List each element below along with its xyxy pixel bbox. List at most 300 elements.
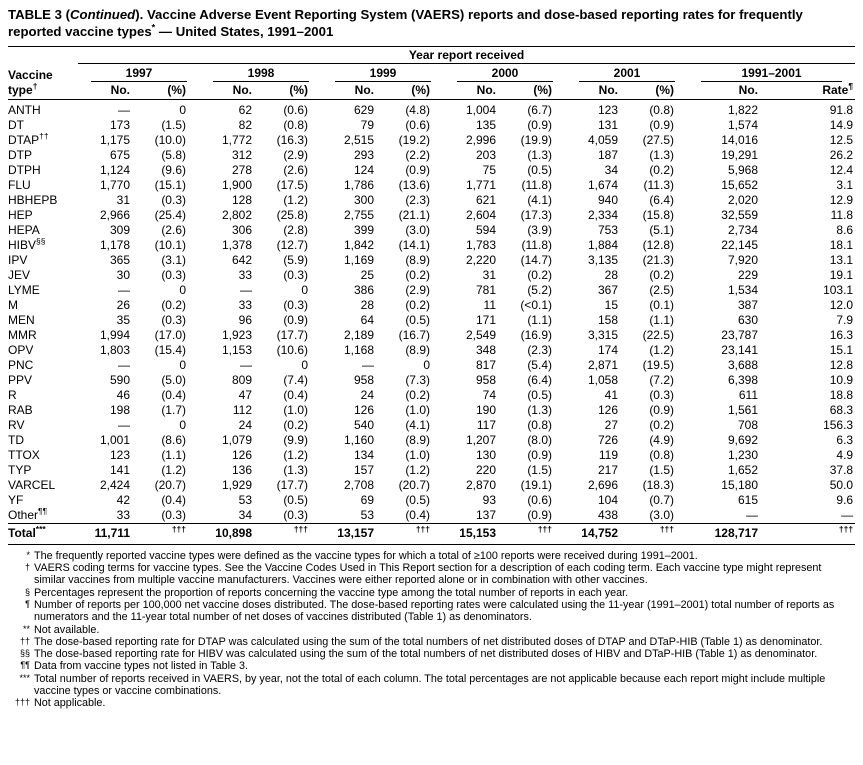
count-cell: 300 <box>353 192 374 207</box>
percent-cell: (1.5) <box>161 117 186 132</box>
percent-cell: (22.5) <box>642 327 674 342</box>
count-cell: 22,145 <box>721 237 758 252</box>
percent-cell: (0.3) <box>283 507 308 522</box>
count-cell: — <box>362 357 374 372</box>
percent-cell: (0.3) <box>283 267 308 282</box>
count-cell: 2,189 <box>343 327 374 342</box>
count-cell: — <box>118 357 130 372</box>
percent-cell: (1.3) <box>283 462 308 477</box>
footnote-marker: ††† <box>838 523 854 534</box>
count-cell: 14,752 <box>566 523 626 544</box>
count-cell: 203 <box>475 147 496 162</box>
count-cell: 33 <box>238 297 252 312</box>
vaccine-type-cell: DT <box>8 117 24 132</box>
percent-cell: (0.4) <box>161 387 186 402</box>
percent-cell: (1.0) <box>405 402 430 417</box>
count-cell: 34 <box>604 162 618 177</box>
count-cell: 27 <box>604 417 618 432</box>
rate-cell: 16.3 <box>829 327 854 342</box>
rate-cell: 14.9 <box>829 117 854 132</box>
rate-cell: 12.8 <box>829 357 854 372</box>
rate-cell: 8.6 <box>836 222 854 237</box>
vaccine-type-cell: JEV <box>8 267 31 282</box>
percent-cell: (0.6) <box>405 117 430 132</box>
percent-column-header: (%) <box>260 82 322 100</box>
rate-cell: 18.8 <box>829 387 854 402</box>
percent-cell: (0.3) <box>161 312 186 327</box>
percent-cell: (20.7) <box>398 477 430 492</box>
count-cell: 74 <box>482 387 496 402</box>
percent-cell: (2.3) <box>405 192 430 207</box>
vaccine-type-cell: Total*** <box>8 523 78 544</box>
count-cell: 128 <box>231 192 252 207</box>
percent-cell <box>382 523 444 544</box>
count-cell: 630 <box>737 312 758 327</box>
percent-cell: (19.9) <box>520 132 552 147</box>
percent-cell: (9.6) <box>161 162 186 177</box>
type-header <box>8 82 78 100</box>
percent-cell: (0.9) <box>283 312 308 327</box>
percent-cell: (6.7) <box>527 102 552 117</box>
table-row <box>8 238 855 253</box>
count-cell: 75 <box>482 162 496 177</box>
count-cell: 171 <box>475 312 496 327</box>
count-cell: 1,001 <box>99 432 130 447</box>
count-cell: 126 <box>353 402 374 417</box>
percent-cell: (0.1) <box>649 297 674 312</box>
count-cell: 136 <box>231 462 252 477</box>
percent-cell: (8.9) <box>405 252 430 267</box>
percent-cell: (2.5) <box>649 282 674 297</box>
percent-cell: (17.7) <box>276 477 308 492</box>
count-cell: — <box>118 417 130 432</box>
count-cell: 64 <box>360 312 374 327</box>
footnote-marker: §§ <box>36 235 46 246</box>
count-cell: 117 <box>476 417 496 432</box>
no-column-header: No. <box>78 82 138 100</box>
count-cell: 93 <box>482 492 496 507</box>
rate-cell: 50.0 <box>829 477 854 492</box>
count-cell: 25 <box>360 267 374 282</box>
count-cell: 33 <box>116 507 130 522</box>
count-cell: 1,168 <box>343 342 374 357</box>
percent-cell: (1.1) <box>649 312 674 327</box>
percent-cell: (2.9) <box>283 147 308 162</box>
count-cell: 2,734 <box>727 222 758 237</box>
count-cell: 47 <box>238 387 252 402</box>
rate-cell <box>766 523 855 544</box>
year-header-row <box>8 63 855 82</box>
footnote-marker: ††† <box>537 523 552 534</box>
percent-cell: (0.3) <box>161 192 186 207</box>
percent-cell: (13.6) <box>398 177 430 192</box>
percent-cell <box>626 523 688 544</box>
rate-cell: — <box>841 507 854 522</box>
rate-cell: 6.3 <box>836 432 854 447</box>
vaccine-type-cell: LYME <box>8 282 40 297</box>
percent-cell: (5.2) <box>527 282 552 297</box>
percent-cell: (15.8) <box>642 207 674 222</box>
percent-cell: (2.2) <box>405 147 430 162</box>
table-row <box>8 313 855 328</box>
count-cell: 2,424 <box>99 477 130 492</box>
percent-cell: (1.1) <box>527 312 552 327</box>
table-row <box>8 328 855 343</box>
count-cell: — <box>746 507 758 522</box>
count-cell: 278 <box>231 162 252 177</box>
count-cell: 217 <box>597 462 618 477</box>
percent-cell: (14.1) <box>398 237 430 252</box>
vaccine-type-cell: MMR <box>8 327 37 342</box>
count-cell: 31 <box>116 192 130 207</box>
count-cell: 46 <box>116 387 130 402</box>
percent-cell: (1.0) <box>283 402 308 417</box>
percent-cell: (0.9) <box>405 162 430 177</box>
vaccine-type-cell: IPV <box>8 252 28 267</box>
count-cell: 1,786 <box>343 177 374 192</box>
count-cell: 14,016 <box>721 132 758 147</box>
count-cell: 817 <box>475 357 496 372</box>
table-row <box>8 493 855 508</box>
no-column-header: No. <box>566 82 626 100</box>
count-cell: 11,711 <box>78 523 138 544</box>
count-cell: 173 <box>109 117 130 132</box>
year-report-received-header: Year report received <box>78 46 855 63</box>
count-cell: 131 <box>597 117 618 132</box>
table-row <box>8 99 855 118</box>
percent-cell: (6.4) <box>649 192 674 207</box>
count-cell: 309 <box>109 222 130 237</box>
count-cell: 1,771 <box>465 177 496 192</box>
percent-cell: (12.8) <box>642 237 674 252</box>
rate-cell: 68.3 <box>829 402 854 417</box>
footnote-marker: ††† <box>659 523 674 534</box>
count-cell: 79 <box>360 117 374 132</box>
count-cell: 1,803 <box>99 342 130 357</box>
rate-cell: 11.8 <box>830 207 854 222</box>
footnote <box>8 624 855 636</box>
percent-cell: 0 <box>179 282 186 297</box>
vaccine-type-cell: DTPH <box>8 162 41 177</box>
count-cell: 96 <box>238 312 252 327</box>
percent-cell: (20.7) <box>154 477 186 492</box>
vaccine-type-cell: RAB <box>8 402 33 417</box>
percent-cell: (0.4) <box>161 492 186 507</box>
footnote-marker: ¶¶ <box>38 505 48 516</box>
count-cell: 2,334 <box>587 207 618 222</box>
percent-cell: (0.2) <box>649 267 674 282</box>
count-cell: 31 <box>482 267 496 282</box>
percent-cell: (3.9) <box>527 222 552 237</box>
count-cell: 2,996 <box>465 132 496 147</box>
percent-cell: (0.4) <box>405 507 430 522</box>
footnote-text: Not applicable. <box>34 697 106 710</box>
count-cell: 1,772 <box>221 132 252 147</box>
percent-cell: 0 <box>179 357 186 372</box>
table-row <box>8 268 855 283</box>
table-row <box>8 253 855 268</box>
count-cell: 2,870 <box>465 477 496 492</box>
percent-cell: (25.8) <box>276 207 308 222</box>
percent-cell: (2.9) <box>405 282 430 297</box>
vaccine-type-cell: RV <box>8 417 25 432</box>
percent-cell: (19.5) <box>642 357 674 372</box>
count-cell: 726 <box>597 432 618 447</box>
percent-cell: (0.9) <box>527 117 552 132</box>
count-cell: 387 <box>737 297 758 312</box>
corner-cell <box>8 46 78 63</box>
title-text: TABLE 3 ( <box>8 7 71 22</box>
count-cell: 134 <box>353 447 374 462</box>
count-cell: 1,574 <box>727 117 758 132</box>
count-cell: 69 <box>360 492 374 507</box>
count-cell: 753 <box>597 222 618 237</box>
percent-cell: (0.5) <box>527 387 552 402</box>
table-row <box>8 178 855 193</box>
title-text: — United States, 1991–2001 <box>155 23 334 39</box>
rate-cell: 12.4 <box>829 162 854 177</box>
percent-cell: (8.0) <box>527 432 552 447</box>
rate-header-label: Rate <box>822 82 849 97</box>
no-column-header: No. <box>444 82 504 100</box>
count-cell: 35 <box>116 312 130 327</box>
percent-cell: (3.0) <box>405 222 430 237</box>
count-cell: 1,842 <box>343 237 374 252</box>
percent-cell: (0.6) <box>527 492 552 507</box>
count-cell: 386 <box>353 282 374 297</box>
footnote <box>8 550 855 562</box>
table-row <box>8 403 855 418</box>
percent-cell: 0 <box>423 357 430 372</box>
percent-column-header: (%) <box>626 82 688 100</box>
count-cell: 5,968 <box>727 162 758 177</box>
percent-cell: (11.8) <box>521 237 552 252</box>
count-cell: 1,079 <box>221 432 252 447</box>
footnote-text: Total number of reports received in VAERS, by year, not the total of each column. The total percentages are not applicable because each report might include multiple vaccine types or vaccine combinations. <box>34 672 826 698</box>
percent-cell: (0.3) <box>161 267 186 282</box>
count-cell: 1,923 <box>221 327 252 342</box>
count-cell: 2,696 <box>587 477 618 492</box>
percent-cell: (19.1) <box>520 477 552 492</box>
count-cell: 10,898 <box>200 523 260 544</box>
percent-column-header: (%) <box>504 82 566 100</box>
count-cell: 1,900 <box>221 177 252 192</box>
percent-cell: (0.6) <box>283 102 308 117</box>
rate-cell: 103.1 <box>823 282 854 297</box>
vaccine-type-cell: VARCEL <box>8 477 56 492</box>
count-cell: 2,549 <box>465 327 496 342</box>
percent-cell: (2.6) <box>283 162 308 177</box>
title-text: ). Vaccine Adverse Event Reporting System (VAERS) reports and dose-based reporting rates for frequently reported vaccine types <box>8 7 803 39</box>
table-row <box>8 523 855 544</box>
vaccine-type-cell: TYP <box>8 462 32 477</box>
percent-cell: (0.9) <box>527 507 552 522</box>
percent-cell: (0.5) <box>283 492 308 507</box>
footnote-marker: * <box>26 549 30 560</box>
count-cell: — <box>118 102 130 117</box>
count-cell: 621 <box>475 192 496 207</box>
percent-cell: (1.2) <box>161 462 186 477</box>
rate-cell: 18.1 <box>829 237 854 252</box>
footnote-marker: *** <box>19 672 30 683</box>
percent-cell: (11.8) <box>521 177 552 192</box>
count-cell: 1,153 <box>221 342 252 357</box>
count-cell: 15,153 <box>444 523 504 544</box>
table-row <box>8 343 855 358</box>
rate-cell: 13.1 <box>829 252 854 267</box>
year-header-2001: 2001 <box>566 63 688 82</box>
title-footnote-marker: * <box>151 22 156 33</box>
count-cell: 6,398 <box>727 372 758 387</box>
percent-cell: (0.3) <box>649 387 674 402</box>
no-column-header: No. <box>200 82 260 100</box>
vaccine-header: Vaccine <box>8 67 53 82</box>
percent-cell: (1.5) <box>527 462 552 477</box>
percent-cell: (0.2) <box>283 417 308 432</box>
footnote-text: VAERS coding terms for vaccine types. See the Vaccine Codes Used in This Report section for a description of each coding term. Each vaccine type might represent similar vaccines from multiple vaccine manufacturers. Vaccines were either reported alone or in combination with other vaccines. <box>34 562 822 587</box>
percent-cell: (14.7) <box>520 252 552 267</box>
count-cell: 112 <box>232 402 252 417</box>
count-cell: 42 <box>116 492 130 507</box>
count-cell: 1,178 <box>99 237 130 252</box>
vaccine-type-cell: ANTH <box>8 102 41 117</box>
footnote-marker: *** <box>35 523 46 534</box>
count-cell: 1,561 <box>727 402 758 417</box>
footnote-text: The dose-based reporting rate for HIBV was calculated using the sum of the total numbers of net distributed doses of HIBV and DTaP-HIB (Table 1) as denominator. <box>34 648 818 661</box>
percent-cell: (17.0) <box>154 327 186 342</box>
percent-cell: (0.2) <box>649 417 674 432</box>
count-cell: 126 <box>231 447 252 462</box>
percent-cell: (1.2) <box>405 462 430 477</box>
count-cell: 123 <box>597 102 618 117</box>
percent-cell: (5.1) <box>649 222 674 237</box>
percent-cell: (0.2) <box>405 297 430 312</box>
table-row <box>8 358 855 373</box>
table-row <box>8 418 855 433</box>
count-cell: 19,291 <box>721 147 758 162</box>
count-cell: 940 <box>597 192 618 207</box>
percent-cell: (16.3) <box>276 132 308 147</box>
footnote-marker: ††† <box>415 523 430 534</box>
count-cell: 2,515 <box>343 132 374 147</box>
count-cell: 24 <box>360 387 374 402</box>
count-cell: 7,920 <box>727 252 758 267</box>
footnote <box>8 660 855 672</box>
percent-cell: (0.5) <box>405 312 430 327</box>
count-cell: 3,315 <box>587 327 618 342</box>
table-row <box>8 433 855 448</box>
percent-cell: 0 <box>301 282 308 297</box>
footnote-marker: ††† <box>171 523 186 534</box>
table-row <box>8 163 855 178</box>
table-row <box>8 298 855 313</box>
count-cell: 28 <box>360 297 374 312</box>
count-cell: 1,378 <box>221 237 252 252</box>
count-cell: 13,157 <box>322 523 382 544</box>
footnote-marker: ††† <box>14 697 30 708</box>
rate-header-footnote-marker: ¶ <box>848 80 854 91</box>
percent-cell: (9.9) <box>283 432 308 447</box>
count-cell: 1,058 <box>587 372 618 387</box>
table-row <box>8 388 855 403</box>
table-row <box>8 193 855 208</box>
percent-cell <box>138 523 200 544</box>
count-cell: 1,884 <box>587 237 618 252</box>
count-cell: 123 <box>109 447 130 462</box>
count-cell: 9,692 <box>727 432 758 447</box>
count-cell: 4,059 <box>587 132 618 147</box>
count-cell: 2,871 <box>587 357 618 372</box>
footnote <box>8 599 855 624</box>
percent-cell: (17.3) <box>520 207 552 222</box>
count-cell: 158 <box>597 312 618 327</box>
footnote-text: Not available. <box>34 623 100 636</box>
footnote <box>8 562 855 587</box>
count-cell: 1,160 <box>343 432 374 447</box>
count-cell: 367 <box>597 282 618 297</box>
percent-cell: (11.3) <box>643 177 674 192</box>
count-cell: 781 <box>475 282 496 297</box>
count-cell: 1,994 <box>99 327 130 342</box>
count-cell: 41 <box>604 387 618 402</box>
vaccine-type-cell: PPV <box>8 372 33 387</box>
count-cell: 1,770 <box>99 177 130 192</box>
rate-cell: 156.3 <box>823 417 854 432</box>
count-cell: 24 <box>238 417 252 432</box>
year-header-1999: 1999 <box>322 63 444 82</box>
percent-cell: (1.2) <box>649 342 674 357</box>
vaccine-type-cell: YF <box>8 492 24 507</box>
percent-cell: (1.5) <box>649 462 674 477</box>
count-cell: 190 <box>475 402 496 417</box>
percent-cell: (1.7) <box>161 402 186 417</box>
table-row <box>8 223 855 238</box>
count-cell: 198 <box>109 402 130 417</box>
percent-cell: (5.0) <box>161 372 186 387</box>
footnote-marker: § <box>24 586 30 597</box>
count-cell: 2,755 <box>343 207 374 222</box>
footnote-text: Number of reports per 100,000 net vaccine doses distributed. The dose-based reporting rates were calculated using the 11-year (1991–2001) total number of reports as numerators and the 11-year total number of net doses of vaccines distributed (Table 1) as denominators. <box>34 598 835 624</box>
percent-cell: (21.1) <box>398 207 430 222</box>
percent-cell: (2.6) <box>161 222 186 237</box>
percent-column-header: (%) <box>382 82 444 100</box>
vaccine-type-cell: HEPA <box>8 222 40 237</box>
count-cell: 958 <box>353 372 374 387</box>
count-cell: 1,783 <box>465 237 496 252</box>
count-cell: 15 <box>604 297 618 312</box>
count-cell: 1,175 <box>99 132 130 147</box>
count-cell: 82 <box>238 117 252 132</box>
percent-cell: (3.0) <box>649 507 674 522</box>
vaccine-type-cell: HIBV§§ <box>8 235 46 252</box>
count-cell: 348 <box>475 342 496 357</box>
count-cell: 33 <box>238 267 252 282</box>
rate-cell: 12.9 <box>829 192 854 207</box>
type-header-label: type <box>8 82 33 97</box>
percent-cell: (8.6) <box>161 432 186 447</box>
percent-cell: (0.5) <box>527 162 552 177</box>
rate-cell: 91.8 <box>829 102 854 117</box>
percent-cell: (0.4) <box>283 387 308 402</box>
footnotes <box>8 550 855 710</box>
percent-cell: (4.9) <box>649 432 674 447</box>
percent-cell: (0.2) <box>405 387 430 402</box>
count-cell: 220 <box>475 462 496 477</box>
type-header-footnote-marker: † <box>32 80 38 91</box>
count-cell: 23,141 <box>721 342 758 357</box>
count-cell: 306 <box>231 222 252 237</box>
count-cell: 53 <box>238 492 252 507</box>
